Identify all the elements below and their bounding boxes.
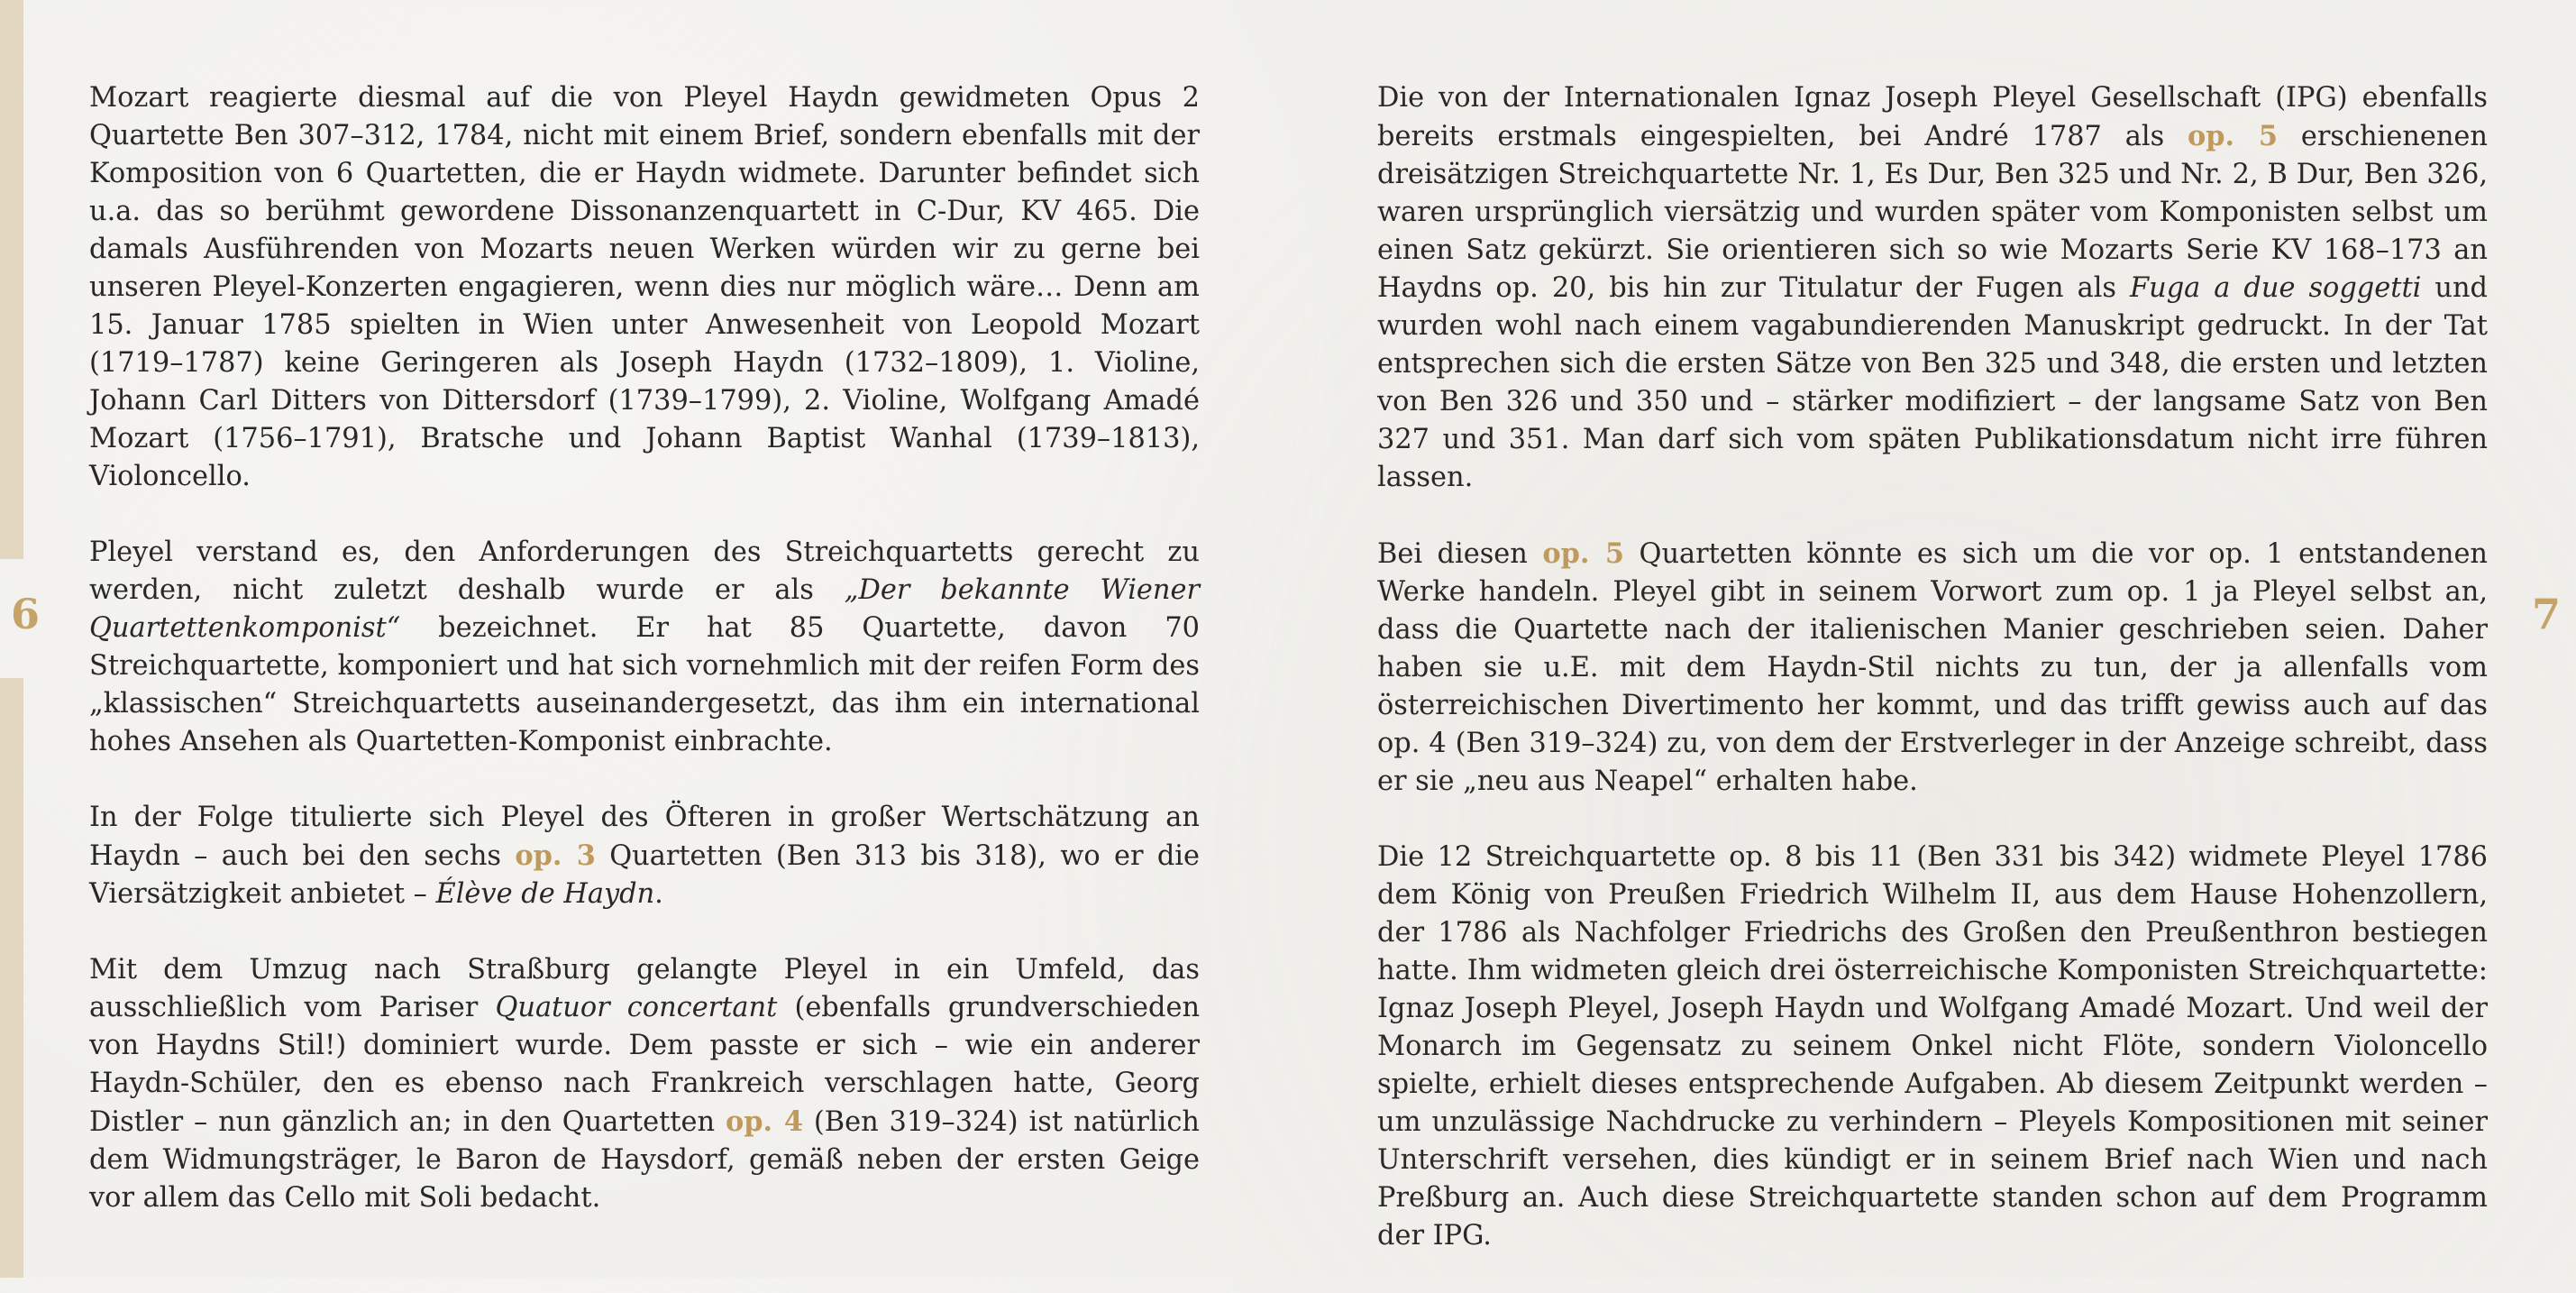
italic-phrase: „Der bekannte Wiener Quartettenkomponist“ bbox=[89, 574, 1200, 644]
page-edge-strip bbox=[0, 678, 23, 1278]
paragraph: Die 12 Streichquartette op. 8 bis 11 (Ben 331 bis 342) widmete Pleyel 1786 dem König von Preußen Friedrich Wilhelm II, aus dem Hause Hohenzollern, der 1786 als Nachfolger Friedrichs des Großen den Preußenthron bestiegen hatte. Ihm widmeten gleich drei österreichische Komponisten Streichquartette: Ignaz Joseph Pleyel, Joseph Haydn und Wolfgang Amadé Mozart. Und weil der Monarch im Gegensatz zu seinem Onkel nicht Flöte, sondern Violoncello spielte, erhielt dieses entsprechende Aufgaben. Ab diesem Zeitpunkt werden – um unzulässige Nachdrucke zu verhindern – Pleyels Kompositionen mit seiner Unterschrift versehen, dies kündigt er in seinem Brief nach Wien und nach Preßburg an. Auch diese Streichquartette standen schon auf dem Programm der IPG. bbox=[1377, 841, 2488, 1252]
page-number-left: 6 bbox=[11, 590, 41, 638]
paragraph: Pleyel verstand es, den Anforderungen des Streichquartetts gerecht zu werden, nicht zuletzt deshalb wurde er als „Der bekannte Wiener Quartettenkomponist“ bezeichnet. Er hat 85 Quartette, davon 70 Streichquartette, komponiert und hat sich vornehmlich mit der reifen Form des „klassischen“ Streichquartetts auseinandergesetzt, das ihm ein international hohes Ansehen als Quartetten-Komponist einbrachte. bbox=[89, 536, 1200, 757]
italic-phrase: Élève de Haydn bbox=[435, 878, 655, 910]
page-number-right: 7 bbox=[2532, 590, 2562, 638]
opus-reference: op. 4 bbox=[725, 1105, 804, 1138]
right-text-column bbox=[1377, 79, 2488, 1293]
paragraph: In der Folge titulierte sich Pleyel des Öfteren in großer Wertschätzung an Haydn – auch bei den sechs op. 3 Quartetten (Ben 313 bis 318), wo er die Viersätzigkeit anbietet – Élève de Haydn. bbox=[89, 802, 1200, 910]
opus-reference: op. 5 bbox=[1542, 537, 1625, 570]
left-text-column bbox=[89, 79, 1200, 1255]
italic-phrase: Quatuor concertant bbox=[495, 992, 778, 1023]
right-page bbox=[1288, 0, 2576, 1278]
paragraph: Bei diesen op. 5 Quartetten könnte es sich um die vor op. 1 entstandenen Werke handeln. Pleyel gibt in seinem Vorwort zum op. 1 ja Pleyel selbst an, dass die Quartette nach der italienischen Manier geschrieben seien. Daher haben sie u.E. mit dem Haydn-Stil nichts zu tun, der ja allenfalls vom österreichischen Divertimento her kommt, und das trifft gewiss auch auf das op. 4 (Ben 319–324) zu, von dem der Erstverleger in der Anzeige schreibt, dass er sie „neu aus Neapel“ erhalten habe. bbox=[1377, 537, 2489, 797]
left-page bbox=[0, 0, 1288, 1278]
page-edge-strip bbox=[0, 0, 23, 559]
italic-phrase: Fuga a due soggetti bbox=[2130, 272, 2422, 304]
paragraph: Mozart reagierte diesmal auf die von Pleyel Haydn gewidmeten Opus 2 Quartette Ben 307–312, 1784, nicht mit einem Brief, sondern ebenfalls mit der Komposition von 6 Quartetten, die er Haydn widmete. Darunter befindet sich u.a. das so berühmt gewordene Dissonanzenquartett in C-Dur, KV 465. Die damals Ausführenden von Mozarts neuen Werken würden wir zu gerne bei unseren Pleyel-Konzerten engagieren, wenn dies nur möglich wäre… Denn am 15. Januar 1785 spielten in Wien unter Anwesenheit von Leopold Mozart (1719–1787) keine Geringeren als Joseph Haydn (1732–1809), 1. Violine, Johann Carl Ditters von Dittersdorf (1739–1799), 2. Violine, Wolfgang Amadé Mozart (1756–1791), Bratsche und Johann Baptist Wanhal (1739–1813), Violoncello. bbox=[89, 82, 1200, 492]
opus-reference: op. 3 bbox=[515, 839, 596, 872]
opus-reference: op. 5 bbox=[2188, 120, 2279, 152]
paragraph: Die von der Internationalen Ignaz Joseph Pleyel Gesellschaft (IPG) ebenfalls bereits erstmals eingespielten, bei André 1787 als op. 5 erschienenen dreisätzigen Streichquartette Nr. 1, Es Dur, Ben 325 und Nr. 2, B Dur, Ben 326, waren ursprünglich viersätzig und wurden später vom Komponisten selbst um einen Satz gekürzt. Sie orientieren sich so wie Mozarts Serie KV 168–173 an Haydns op. 20, bis hin zur Titulatur der Fugen als Fuga a due soggetti und wurden wohl nach einem vagabundierenden Manuskript gedruckt. In der Tat entsprechen sich die ersten Sätze von Ben 325 und 348, die ersten und letzten von Ben 326 und 350 und – stärker modifiziert – der langsame Satz von Ben 327 und 351. Man darf sich vom späten Publikationsdatum nicht irre führen lassen. bbox=[1377, 82, 2489, 493]
paragraph: Mit dem Umzug nach Straßburg gelangte Pleyel in ein Umfeld, das ausschließlich vom Pariser Quatuor concertant (ebenfalls grundverschieden von Haydns Stil!) dominiert wurde. Dem passte er sich – wie ein anderer Haydn-Schüler, den es ebenso nach Frankreich verschlagen hatte, Georg Distler – nun gänzlich an; in den Quartetten op. 4 (Ben 319–324) ist natürlich dem Widmungsträger, le Baron de Haysdorf, gemäß neben der ersten Geige vor allem das Cello mit Soli bedacht. bbox=[89, 954, 1201, 1214]
